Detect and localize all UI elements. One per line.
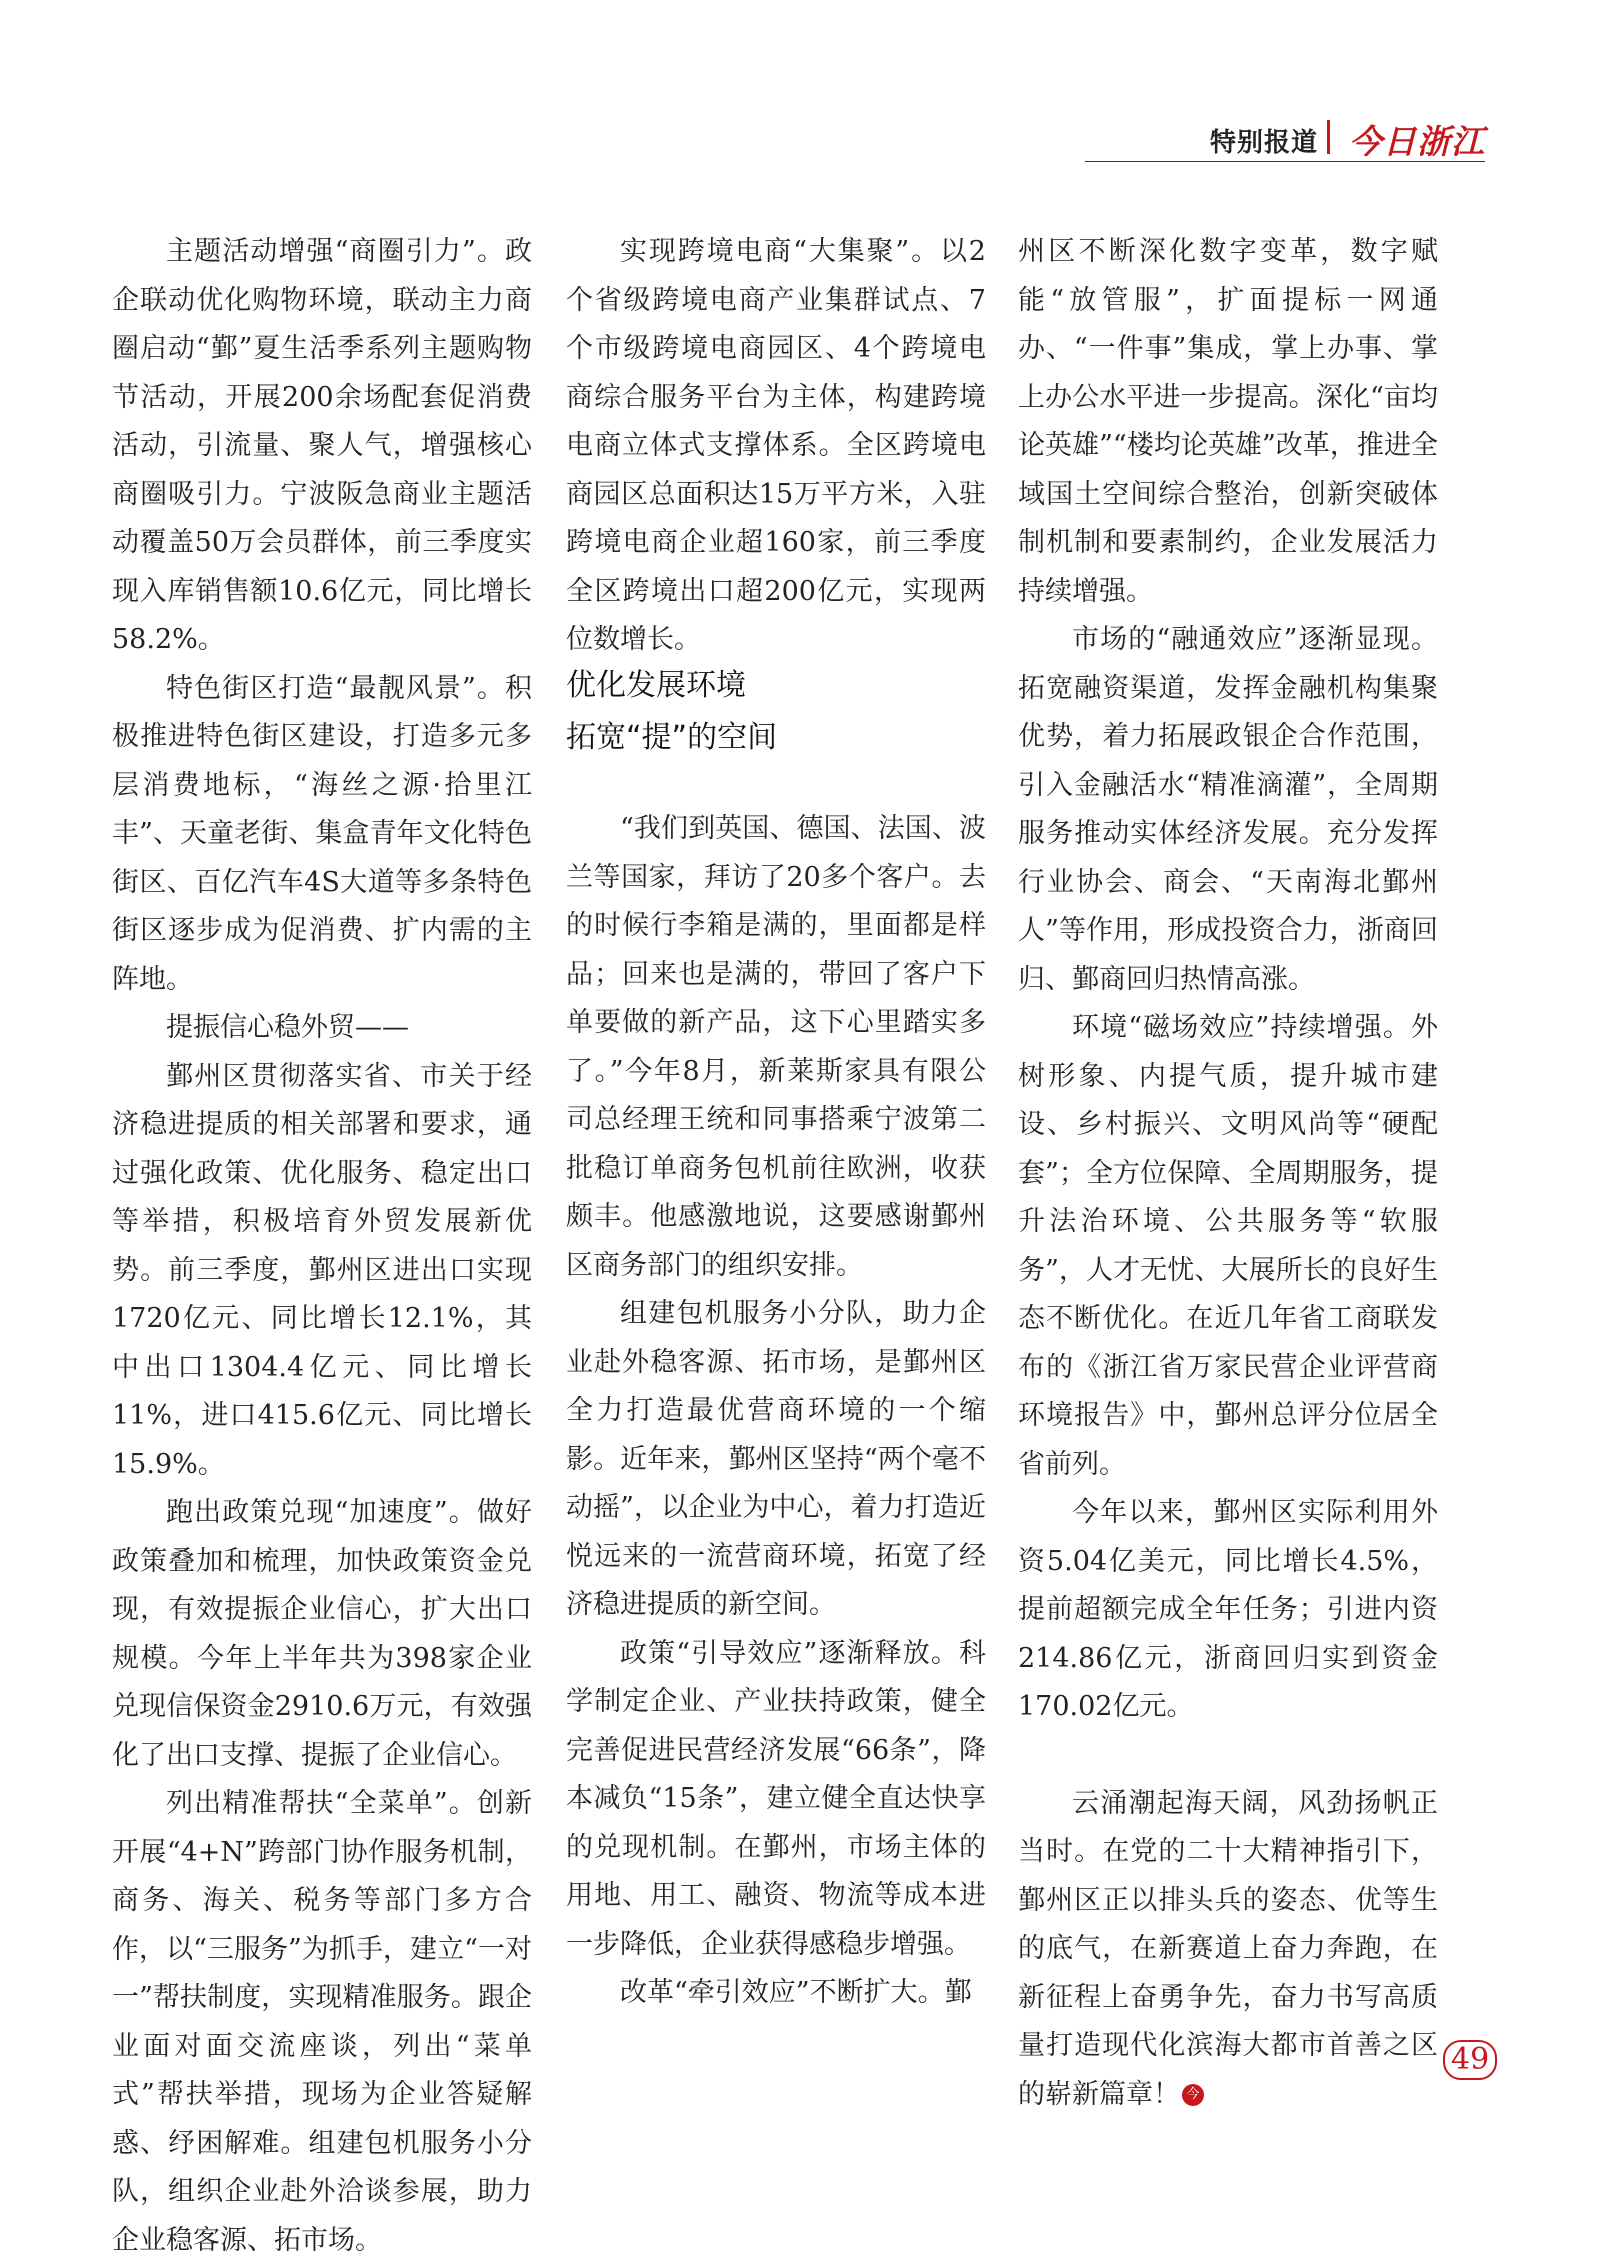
paragraph: “我们到英国、德国、法国、波兰等国家，拜访了20多个客户。去的时候行李箱是满的，里面都是样品；回来也是满的，带回了客户下单要做的新产品，这下心里踏实多了。”今年8月，新莱斯家具有限公司总经理王统和同事搭乘宁波第二批稳订单商务包机前往欧洲，收获颇丰。他感激地说，这要感谢鄞州区商务部门的组织安排。 [566, 813, 986, 1281]
subheading-line-2: 拓宽“提”的空间 [566, 720, 778, 755]
page-number: 49 [1443, 2040, 1497, 2080]
paragraph: 组建包机服务小分队，助力企业赴外稳客源、拓市场，是鄞州区全力打造最优营商环境的一个缩影。近年来，鄞州区坚持“两个毫不动摇”，以企业为中心，着力打造近悦远来的一流营商环境，拓宽了经济稳进提质的新空间。 [566, 1298, 986, 1620]
header-divider [1327, 120, 1330, 154]
article-column-1 [112, 228, 532, 2265]
paragraph: 跑出政策兑现“加速度”。做好政策叠加和梳理，加快政策资金兑现，有效提振企业信心，扩大出口规模。今年上半年共为398家企业兑现信保资金2910.6万元，有效强化了出口支撑、提振了企业信心。 [112, 1497, 532, 1771]
article-column-3 [1018, 228, 1438, 2119]
paragraph: 列出精准帮扶“全菜单”。创新开展“4+N”跨部门协作服务机制，商务、海关、税务等部门多方合作，以“三服务”为抓手，建立“一对一”帮扶制度，实现精准服务。跟企业面对面交流座谈，列出“菜单式”帮扶举措，现场为企业答疑解惑、纾困解难。组建包机服务小分队，组织企业赴外洽谈参展，助力企业稳客源、拓市场。 [112, 1788, 532, 2256]
magazine-logo: 今日浙江 [1349, 122, 1485, 161]
paragraph: 环境“磁场效应”持续增强。外树形象、内提气质，提升城市建设、乡村振兴、文明风尚等“硬配套”；全方位保障、全周期服务，提升法治环境、公共服务等“软服务”，人才无忧、大展所长的良好生态不断优化。在近几年省工商联发布的《浙江省万家民营企业评营商环境报告》中，鄞州总评分位居全省前列。 [1018, 1012, 1438, 1480]
paragraph: 州区不断深化数字变革，数字赋能“放管服”，扩面提标一网通办、“一件事”集成，掌上办事、掌上办公水平进一步提高。深化“亩均论英雄”“楼均论英雄”改革，推进全域国土空间综合整治，创新突破体制机制和要素制约，企业发展活力持续增强。 [1018, 236, 1438, 607]
paragraph: 鄞州区贯彻落实省、市关于经济稳进提质的相关部署和要求，通过强化政策、优化服务、稳定出口等举措，积极培育外贸发展新优势。前三季度，鄞州区进出口实现1720亿元、同比增长12.1%，其中出口1304.4亿元、同比增长11%，进口415.6亿元、同比增长15.9%。 [112, 1060, 532, 1480]
paragraph: 提振信心稳外贸—— [166, 1012, 409, 1043]
closing-paragraph [1018, 1780, 1438, 2120]
section-label: 特别报道 [1209, 128, 1318, 158]
subheading-line-1: 优化发展环境 [566, 668, 746, 703]
closing-text: 云涌潮起海天阔，风劲扬帆正当时。在党的二十大精神指引下，鄞州区正以排头兵的姿态、优等生的底气，在新赛道上奋力奔跑，在新征程上奋勇争先，奋力书写高质量打造现代化滨海大都市首善之区的崭新篇章！ [1018, 1787, 1438, 2110]
paragraph: 政策“引导效应”逐渐释放。科学制定企业、产业扶持政策，健全完善促进民营经济发展“66条”，降本减负“15条”，建立健全直达快享的兑现机制。在鄞州，市场主体的用地、用工、融资、物流等成本进一步降低，企业获得感稳步增强。 [566, 1637, 986, 1960]
article-column-2 [566, 228, 986, 2008]
column-2-lower [566, 805, 986, 2018]
paragraph: 特色街区打造“最靓风景”。积极推进特色街区建设，打造多元多层消费地标，“海丝之源·拾里江丰”、天童老街、集盒青年文化特色街区、百亿汽车4S大道等多条特色街区逐步成为促消费、扩内需的主阵地。 [112, 672, 532, 995]
paragraph: 市场的“融通效应”逐渐显现。拓宽融资渠道，发挥金融机构集聚优势，着力拓展政银企合作范围，引入金融活水“精准滴灌”，全周期服务推动实体经济发展。充分发挥行业协会、商会、“天南海北鄞州人”等作用，形成投资合力，浙商回归、鄞商回归热情高涨。 [1018, 624, 1438, 995]
section-subheading [566, 660, 777, 764]
paragraph: 实现跨境电商“大集聚”。以2个省级跨境电商产业集群试点、7个市级跨境电商园区、4个跨境电商综合服务平台为主体，构建跨境电商立体式支撑体系。全区跨境电商园区总面积达15万平方米，入驻跨境电商企业超160家，前三季度全区跨境出口超200亿元，实现两位数增长。 [566, 236, 986, 655]
paragraph: 主题活动增强“商圈引力”。政企联动优化购物环境，联动主力商圈启动“鄞”夏生活季系列主题购物节活动，开展200余场配套促消费活动，引流量、聚人气，增强核心商圈吸引力。宁波阪急商业主题活动覆盖50万会员群体，前三季度实现入库销售额10.6亿元，同比增长58.2%。 [112, 236, 532, 655]
page-header [1085, 112, 1485, 162]
paragraph: 今年以来，鄞州区实际利用外资5.04亿美元，同比增长4.5%，提前超额完成全年任务；引进内资214.86亿元，浙商回归实到资金170.02亿元。 [1018, 1497, 1438, 1722]
header-rule [1085, 161, 1485, 162]
paragraph: 改革“牵引效应”不断扩大。鄞 [620, 1977, 972, 2008]
end-mark-icon: 今 [1182, 2084, 1204, 2106]
